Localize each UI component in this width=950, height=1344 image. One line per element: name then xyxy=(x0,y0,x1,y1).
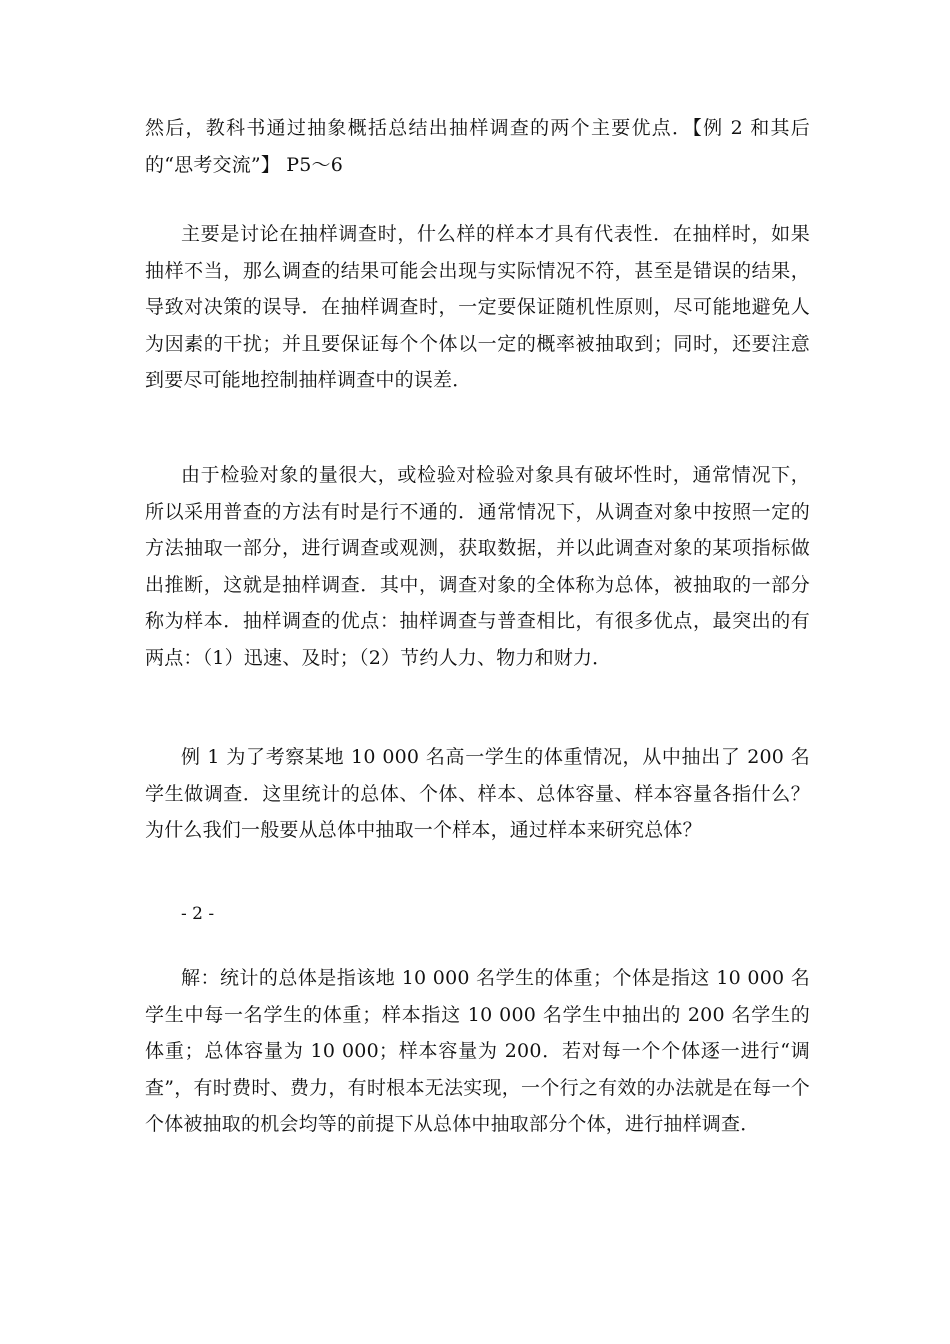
page-number: - 2 - xyxy=(181,904,215,924)
paragraph-solution: 解：统计的总体是指该地 10 000 名学生的体重；个体是指这 10 000 名学生中每一名学生的体重；样本指这 10 000 名学生中抽出的 200 名学生的体重；总体容量为 10 000；样本容量为 200．若对每一个个体逐一进行“调查”，有时费时、费力，有时根本无法实现，一个行之有效的办法就是在每一个个体被抽取的机会均等的前提下从总体中抽取部分个体，进行抽样调查． xyxy=(145,967,810,1135)
paragraph-textbook-summary: 然后，教科书通过抽象概括总结出抽样调查的两个主要优点．【例 2 和其后的“思考交流”】 P5～6 xyxy=(145,117,810,176)
paragraph-sampling-survey-definition: 由于检验对象的量很大，或检验对检验对象具有破坏性时，通常情况下，所以采用普查的方法有时是行不通的．通常情况下，从调查对象中按照一定的方法抽取一部分，进行调查或观测，获取数据，并以此调查对象的某项指标做出推断，这就是抽样调查．其中，调查对象的全体称为总体，被抽取的一部分称为样本．抽样调查的优点：抽样调查与普查相比，有很多优点，最突出的有两点：（1）迅速、及时；（2）节约人力、物力和财力． xyxy=(145,464,810,669)
paragraph-example-1: 例 1 为了考察某地 10 000 名高一学生的体重情况，从中抽出了 200 名学生做调查．这里统计的总体、个体、样本、总体容量、样本容量各指什么？为什么我们一般要从总体中抽取一个样本，通过样本来研究总体？ xyxy=(145,746,810,841)
paragraph-representative-sample: 主要是讨论在抽样调查时，什么样的样本才具有代表性．在抽样时，如果抽样不当，那么调查的结果可能会出现与实际情况不符，甚至是错误的结果，导致对决策的误导．在抽样调查时，一定要保证随机性原则，尽可能地避免人为因素的干扰；并且要保证每个个体以一定的概率被抽取到；同时，还要注意到要尽可能地控制抽样调查中的误差． xyxy=(145,223,810,391)
